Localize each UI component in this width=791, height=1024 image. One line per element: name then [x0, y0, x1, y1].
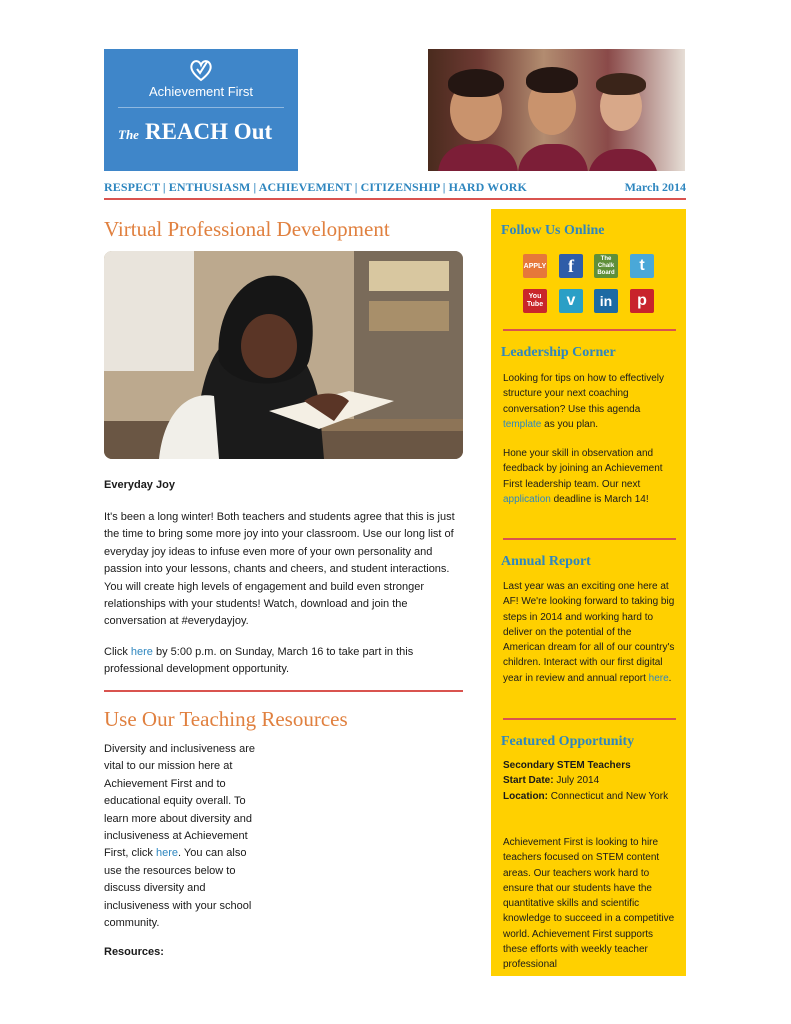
article-body: It's been a long winter! Both teachers and students agree that this is just the time to bring some more joy into your classroom. Use our long list of everyday joy ideas to infuse even more of your own personality and passion into your lessons, chants and cheers, and student interactions. You will create high levels of engagement and build even stronger relationships with your students! Watch, download and join the conversation at #everydayjoy.: [104, 511, 455, 628]
article-photo-student-reading: [104, 251, 463, 459]
job-details: [503, 758, 675, 804]
article-heading-vpd: Virtual Professional Development: [104, 217, 390, 241]
start-date-value: July 2014: [553, 775, 600, 787]
core-values: RESPECT | ENTHUSIASM | ACHIEVEMENT | CITIZENSHIP | HARD WORK: [104, 180, 527, 194]
facebook-icon[interactable]: f: [559, 254, 583, 278]
annual-prefix: Last year was an exciting one here at AF! We're looking forward to taking big steps in 2014 and working hard to deliver on the potential of the American dream for all of our country's children. Interact with our first digital year in review and annual report: [503, 581, 675, 684]
leadership-paragraph-1: [503, 371, 668, 432]
leadership-p1-suffix: as you plan.: [541, 418, 599, 430]
sidebar-divider: [503, 538, 676, 540]
leadership-p2-prefix: Hone your skill in observation and feedback by joining an Achievement First leadership team. Our next: [503, 448, 663, 490]
registration-suffix: by 5:00 p.m. on Sunday, March 16 to take part in this professional development opportunity.: [104, 646, 414, 676]
resources-label: Resources:: [104, 946, 164, 958]
org-name: Achievement First: [148, 84, 254, 99]
leadership-p1-prefix: Looking for tips on how to effectively structure your next coaching conversation? Use this agenda: [503, 373, 665, 415]
values-bar: [104, 180, 686, 195]
leadership-paragraph-2: [503, 446, 675, 507]
sidebar-heading-annual: Annual Report: [501, 554, 591, 569]
youtube-icon[interactable]: You Tube: [523, 289, 547, 313]
sidebar: [491, 209, 686, 976]
sidebar-divider: [503, 329, 676, 331]
job-start-date: [503, 773, 675, 788]
diversity-link[interactable]: here: [155, 847, 178, 860]
start-date-label: Start Date:: [503, 775, 554, 787]
location-label: Location:: [503, 790, 548, 802]
diversity-prefix: Diversity and inclusiveness are vital to our mission here at Achievement First and to educational equity overall. To learn more about diversity and inclusiveness at Achievement First, click: [104, 743, 256, 860]
linkedin-icon[interactable]: in: [594, 289, 618, 313]
logo-block: [104, 49, 298, 171]
header-photo-students: [428, 49, 685, 171]
sidebar-heading-leadership: Leadership Corner: [501, 345, 616, 360]
issue-date: March 2014: [624, 180, 686, 194]
article-subtitle: Everyday Joy: [104, 479, 175, 491]
newsletter-title-prefix: The: [118, 127, 139, 142]
sidebar-divider: [503, 718, 676, 720]
registration-prefix: Click: [104, 646, 131, 658]
job-location: [503, 789, 675, 804]
article-heading-resources: Use Our Teaching Resources: [104, 707, 348, 731]
sidebar-heading-featured: Featured Opportunity: [501, 734, 635, 749]
registration-paragraph: [104, 644, 462, 679]
location-value: Connecticut and New York: [548, 790, 669, 802]
registration-link[interactable]: here: [130, 646, 153, 658]
annual-suffix: .: [668, 672, 672, 684]
sidebar-heading-follow: Follow Us Online: [501, 223, 605, 238]
pinterest-icon[interactable]: p: [630, 289, 654, 313]
featured-body: Achievement First is looking to hire teachers focused on STEM content areas. Our teachers work hard to ensure that our students have the quantitative skills and scientific knowledge to succeed in a competitive world. Achievement First supports these efforts with weekly teacher professional: [503, 837, 675, 971]
logo-divider: [118, 107, 284, 108]
annual-report-link[interactable]: here: [648, 672, 669, 684]
leadership-p2-suffix: deadline is March 14!: [550, 493, 649, 505]
annual-report-paragraph: [503, 579, 675, 686]
header-divider: [104, 198, 686, 200]
diversity-suffix: . You can also use the resources below to discuss diversity and inclusiveness with your school community.: [104, 847, 252, 930]
chalkboard-icon[interactable]: The Chalk Board: [594, 254, 618, 278]
application-link[interactable]: application: [503, 493, 551, 505]
twitter-icon[interactable]: t: [630, 254, 654, 278]
job-title: Secondary STEM Teachers: [503, 760, 631, 771]
newsletter-title: REACH Out: [145, 119, 273, 144]
template-link[interactable]: template: [503, 418, 542, 430]
diversity-paragraph: [104, 741, 264, 932]
apply-icon[interactable]: APPLY: [523, 254, 547, 278]
section-divider: [104, 690, 463, 692]
vimeo-icon[interactable]: v: [559, 289, 583, 313]
